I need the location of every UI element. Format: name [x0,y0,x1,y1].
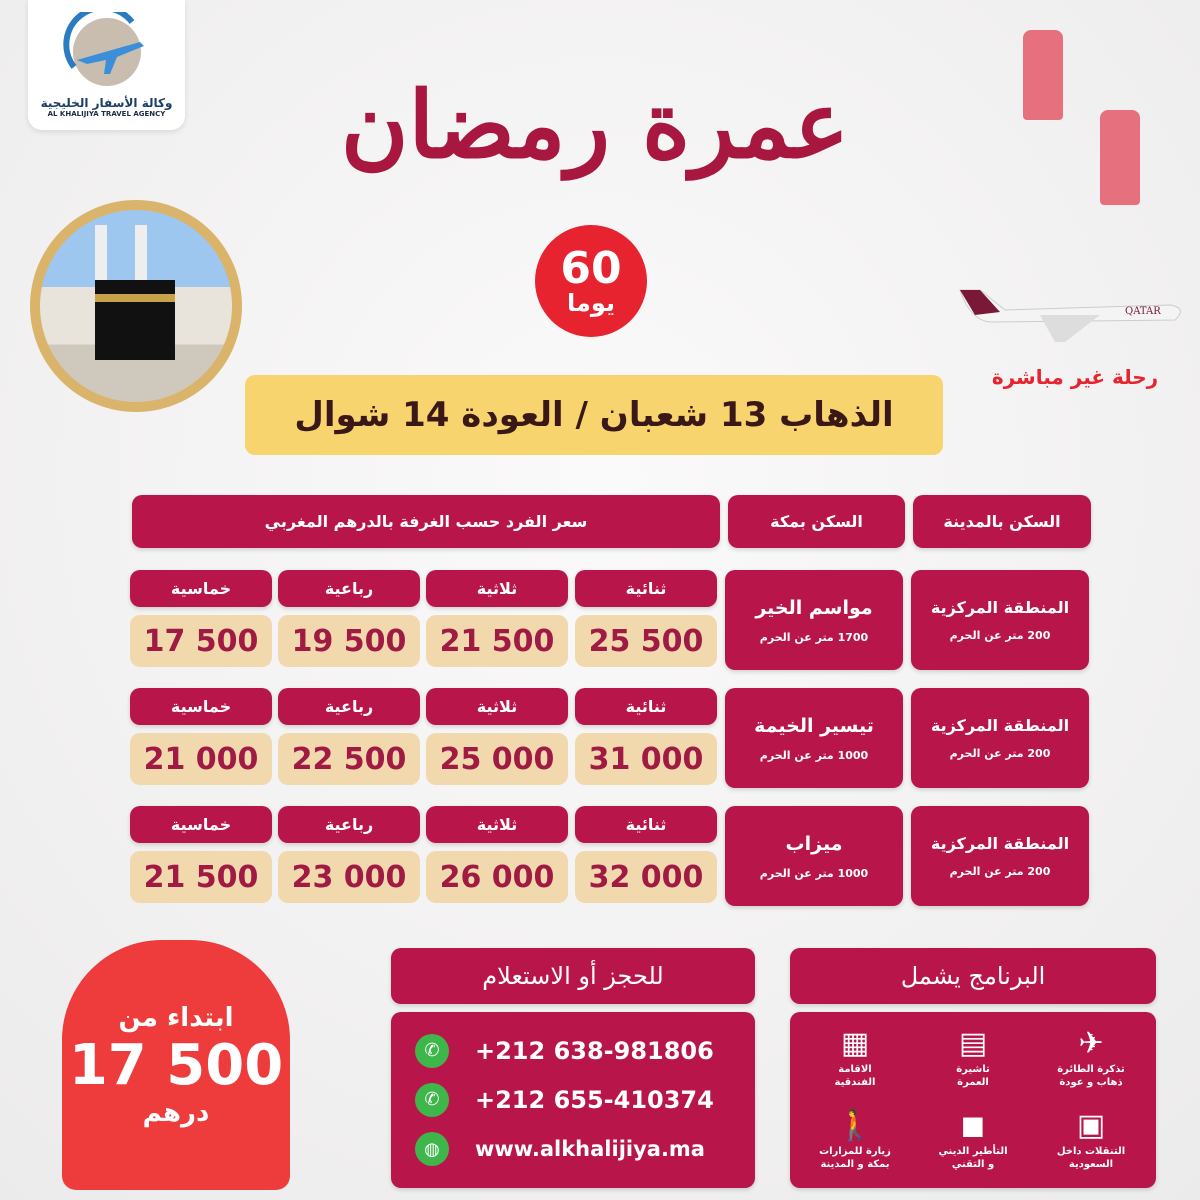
price-cell: 21 500 [130,851,272,903]
phone-1[interactable]: +212 638-981806 [475,1036,714,1065]
hotel-distance: 200 متر عن الحرم [949,865,1051,878]
makkah-hotel [725,806,903,906]
lantern-icon [1100,110,1140,205]
hotel-name: مواسم الخير [755,596,873,619]
price-cell: 22 500 [278,733,420,785]
hotel-icon: ▦ [840,1026,870,1061]
price-cell: 21 500 [426,615,568,667]
room-type-label: رباعية [278,806,420,843]
price-header: سعر الفرد حسب الغرفة بالدرهم المغربي [132,495,720,548]
kaaba-icon: ◼ [960,1108,986,1143]
room-type-label: رباعية [278,688,420,725]
kaaba-photo [30,200,242,412]
passport-icon: ▤ [958,1026,988,1061]
program-item [796,1100,914,1182]
program-item-label: التنقلات داخل السعودية [1056,1146,1126,1170]
contact-panel [391,1012,755,1188]
bus-icon: ▣ [1076,1108,1106,1143]
phone-icon: ✆ [415,1034,449,1068]
price-cell: 31 000 [575,733,717,785]
room-type-label: خماسية [130,806,272,843]
room-type-label: ثنائية [575,688,717,725]
trip-dates: الذهاب 13 شعبان / العودة 14 شوال [245,375,943,455]
program-item [1032,1100,1150,1182]
price-cell: 21 000 [130,733,272,785]
price-cell: 26 000 [426,851,568,903]
price-cell: 19 500 [278,615,420,667]
walking-icon: 🚶 [836,1108,874,1143]
hotel-name: المنطقة المركزية [930,598,1070,617]
room-type-label: ثلاثية [426,688,568,725]
program-item-label: تذكرة الطائرة ذهاب و عودة [1057,1064,1125,1088]
flight-note: رحلة غير مباشرة [991,365,1159,389]
price-cell: 32 000 [575,851,717,903]
hotel-name: المنطقة المركزية [930,834,1070,853]
hotel-distance: 1700 متر عن الحرم [759,630,869,644]
contact-header: للحجز أو الاستعلام [391,948,755,1004]
program-item-label: زيارة للمزارات بمكة و المدينة [819,1146,891,1170]
starting-price-badge [62,940,290,1190]
hotel-distance: 200 متر عن الحرم [949,747,1051,760]
price-cell: 25 000 [426,733,568,785]
duration-number: 60 [560,243,622,294]
room-type-label: ثنائية [575,570,717,607]
madinah-hotel [911,688,1089,788]
website-link[interactable]: www.alkhalijiya.ma [475,1137,705,1162]
hotel-name: ميزاب [785,832,843,855]
airline-name: QATAR [1125,306,1161,317]
program-panel [790,1012,1156,1188]
price-cell: 17 500 [130,615,272,667]
hotel-name: المنطقة المركزية [930,716,1070,735]
starting-label: ابتداء من [118,1002,234,1033]
hotel-name: تيسير الخيمة [754,714,874,737]
starting-price: 17 500 [68,1032,284,1098]
agency-name-ar: وكالة الأسفار الخليجية [40,96,173,110]
airplane-image [950,270,1190,345]
room-type-label: خماسية [130,688,272,725]
globe-icon: ◍ [415,1132,449,1166]
duration-unit: يوما [567,289,615,317]
makkah-hotel [725,570,903,670]
madinah-hotel [911,806,1089,906]
plane-ticket-icon: ✈ [1078,1026,1104,1061]
program-item-label: تاشيرة العمرة [956,1064,990,1088]
madinah-hotel [911,570,1089,670]
room-type-label: ثلاثية [426,806,568,843]
hotel-distance: 1000 متر عن الحرم [759,866,869,880]
program-item [914,1018,1032,1100]
phone-2[interactable]: +212 655-410374 [475,1085,714,1114]
page-title: عمرة رمضان [340,71,850,179]
hotel-distance: 200 متر عن الحرم [949,629,1051,642]
makkah-header: السكن بمكة [728,495,905,548]
price-cell: 25 500 [575,615,717,667]
price-cell: 23 000 [278,851,420,903]
duration-badge [535,225,647,337]
globe-plane-icon [62,12,152,92]
hotel-distance: 1000 متر عن الحرم [759,748,869,762]
room-type-label: رباعية [278,570,420,607]
agency-name-en: AL KHALIJIYA TRAVEL AGENCY [47,110,166,118]
program-header: البرنامج يشمل [790,948,1156,1004]
starting-currency: درهم [142,1097,210,1128]
program-item-label: الاقامة الفندقية [834,1064,876,1088]
program-item [1032,1018,1150,1100]
phone-icon: ✆ [415,1083,449,1117]
lantern-icon [1023,30,1063,120]
makkah-hotel [725,688,903,788]
room-type-label: ثلاثية [426,570,568,607]
agency-logo [28,0,185,130]
madinah-header: السكن بالمدينة [913,495,1091,548]
room-type-label: ثنائية [575,806,717,843]
program-item [796,1018,914,1100]
program-item-label: التأطير الديني و التقني [938,1146,1008,1170]
room-type-label: خماسية [130,570,272,607]
program-item [914,1100,1032,1182]
